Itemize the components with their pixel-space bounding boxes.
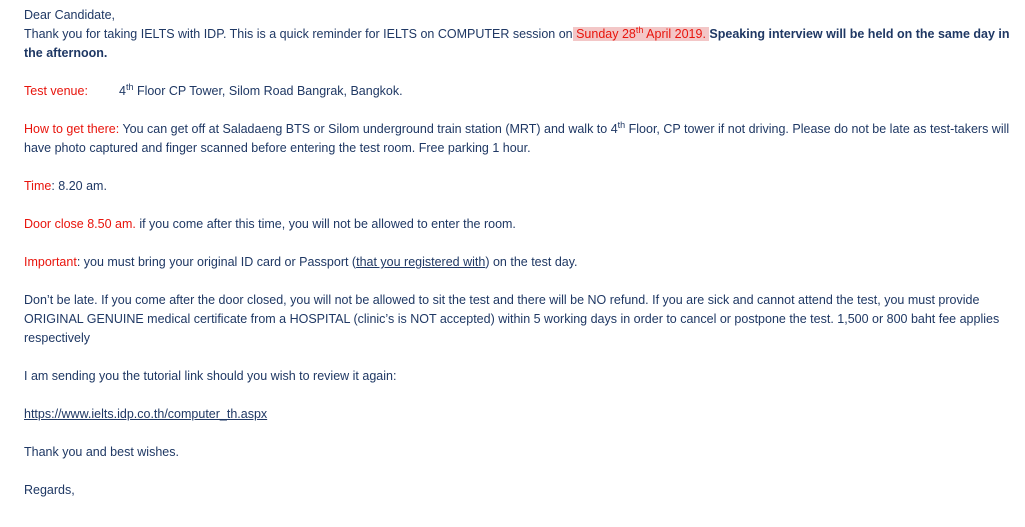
late-policy-paragraph: Don’t be late. If you come after the door closed, you will not be allowed to sit the test and there will be NO refund. If you are sick and cannot attend the test, you must provide ORIGINAL GENUINE medical certificate from a HOSPITAL (clinic’s is NOT accepted) within 5 working days in order to cancel or postpone the test. 1,500 or 800 baht fee applies respectively <box>24 293 1000 345</box>
session-date-suffix: th <box>635 25 644 35</box>
directions-floor-suffix: th <box>617 120 626 130</box>
intro-paragraph <box>24 25 1014 63</box>
directions-label: How to get there <box>24 122 116 136</box>
door-close-text: if you come after this time, you will not be allowed to enter the room. <box>135 217 516 231</box>
important-text-2: ) on the test day. <box>485 255 578 269</box>
intro-text: Thank you for taking IELTS with IDP. This is a quick reminder for IELTS on COMPUTER session on <box>24 27 573 41</box>
venue-floor-suffix: th <box>125 82 134 92</box>
door-close-label: Door close 8.50 am. <box>24 217 136 231</box>
time-line <box>24 177 1014 196</box>
greeting: Dear Candidate, <box>24 8 116 22</box>
venue-address: Floor CP Tower, Silom Road Bangrak, Bangkok. <box>133 84 403 98</box>
speaking-note: Speaking interview will be held on the same day in the afternoon. <box>24 27 1010 60</box>
important-line <box>24 253 1014 272</box>
tutorial-link-line <box>24 405 1014 424</box>
directions-paragraph <box>24 120 1014 158</box>
regards-line: Regards, <box>24 483 75 497</box>
session-date <box>573 27 710 41</box>
time-label: Time <box>24 179 52 193</box>
time-value: : 8.20 am. <box>51 179 107 193</box>
directions-colon: : <box>115 122 120 136</box>
tutorial-link[interactable]: https://www.ielts.idp.co.th/computer_th.aspx <box>24 407 268 421</box>
directions-text-2: Floor, CP tower if not driving. Please do not be late as test-takers will have photo captured and finger scanned before entering the test room. Free parking 1 hour. <box>24 122 1010 155</box>
venue-line <box>24 82 1014 101</box>
important-label: Important <box>24 255 77 269</box>
directions-text-1: You can get off at Saladaeng BTS or Silom underground train station (MRT) and walk to 4 <box>119 122 618 136</box>
important-text-1: : you must bring your original ID card or Passport ( <box>76 255 357 269</box>
session-date-day: Sunday 28 <box>576 27 636 41</box>
door-close-line <box>24 215 1014 234</box>
session-date-month-year: April 2019. <box>643 27 706 41</box>
important-underlined: that you registered with <box>356 255 486 269</box>
venue-label: Test venue: <box>24 84 88 98</box>
tutorial-intro: I am sending you the tutorial link should you wish to review it again: <box>24 369 397 383</box>
venue-floor: 4 <box>119 84 126 98</box>
thanks-line: Thank you and best wishes. <box>24 445 179 459</box>
